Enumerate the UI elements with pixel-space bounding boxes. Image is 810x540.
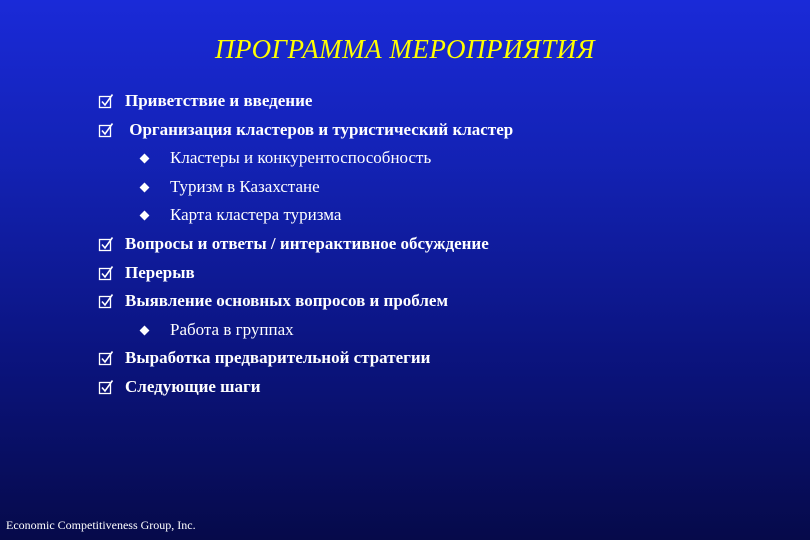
agenda-item-label: Перерыв <box>125 262 195 282</box>
diamond-icon <box>140 154 150 164</box>
agenda-item <box>98 290 778 319</box>
agenda-subitem <box>98 176 778 205</box>
checkbox-icon <box>98 379 114 395</box>
diamond-icon <box>140 325 150 335</box>
agenda-subitem-label: Карта кластера туризма <box>170 205 342 225</box>
agenda-list <box>98 90 778 405</box>
checkbox-icon <box>98 350 114 366</box>
checkbox-icon <box>98 293 114 309</box>
agenda-subitem-label: Работа в группах <box>170 319 294 339</box>
agenda-item-label: Выявление основных вопросов и проблем <box>125 291 449 311</box>
checkbox-icon <box>98 122 114 138</box>
agenda-subitem <box>98 319 778 348</box>
slide-title: ПРОГРАММА МЕРОПРИЯТИЯ <box>215 34 595 64</box>
agenda-item-label: Приветствие и введение <box>125 91 313 110</box>
checkbox-icon <box>98 265 114 281</box>
agenda-subitem-label: Туризм в Казахстане <box>170 176 320 196</box>
agenda-subitem-label: Кластеры и конкурентоспособность <box>170 148 432 168</box>
agenda-item <box>98 347 778 376</box>
agenda-item <box>98 233 778 262</box>
agenda-item <box>98 262 778 291</box>
agenda-subitem <box>98 147 778 176</box>
footer-company: Economic Competitiveness Group, Inc. <box>6 518 196 532</box>
diamond-icon <box>140 182 150 192</box>
agenda-subitem <box>98 204 778 233</box>
agenda-item <box>98 119 778 148</box>
checkbox-icon <box>98 93 114 109</box>
agenda-item-label: Вопросы и ответы / интерактивное обсуждение <box>125 233 489 253</box>
agenda-item <box>98 376 778 405</box>
agenda-item-label: Организация кластеров и туристический кластер <box>125 119 514 139</box>
agenda-item <box>98 90 778 119</box>
agenda-item-label: Выработка предварительной стратегии <box>125 348 431 368</box>
checkbox-icon <box>98 236 114 252</box>
agenda-item-label: Следующие шаги <box>125 376 261 396</box>
diamond-icon <box>140 211 150 221</box>
